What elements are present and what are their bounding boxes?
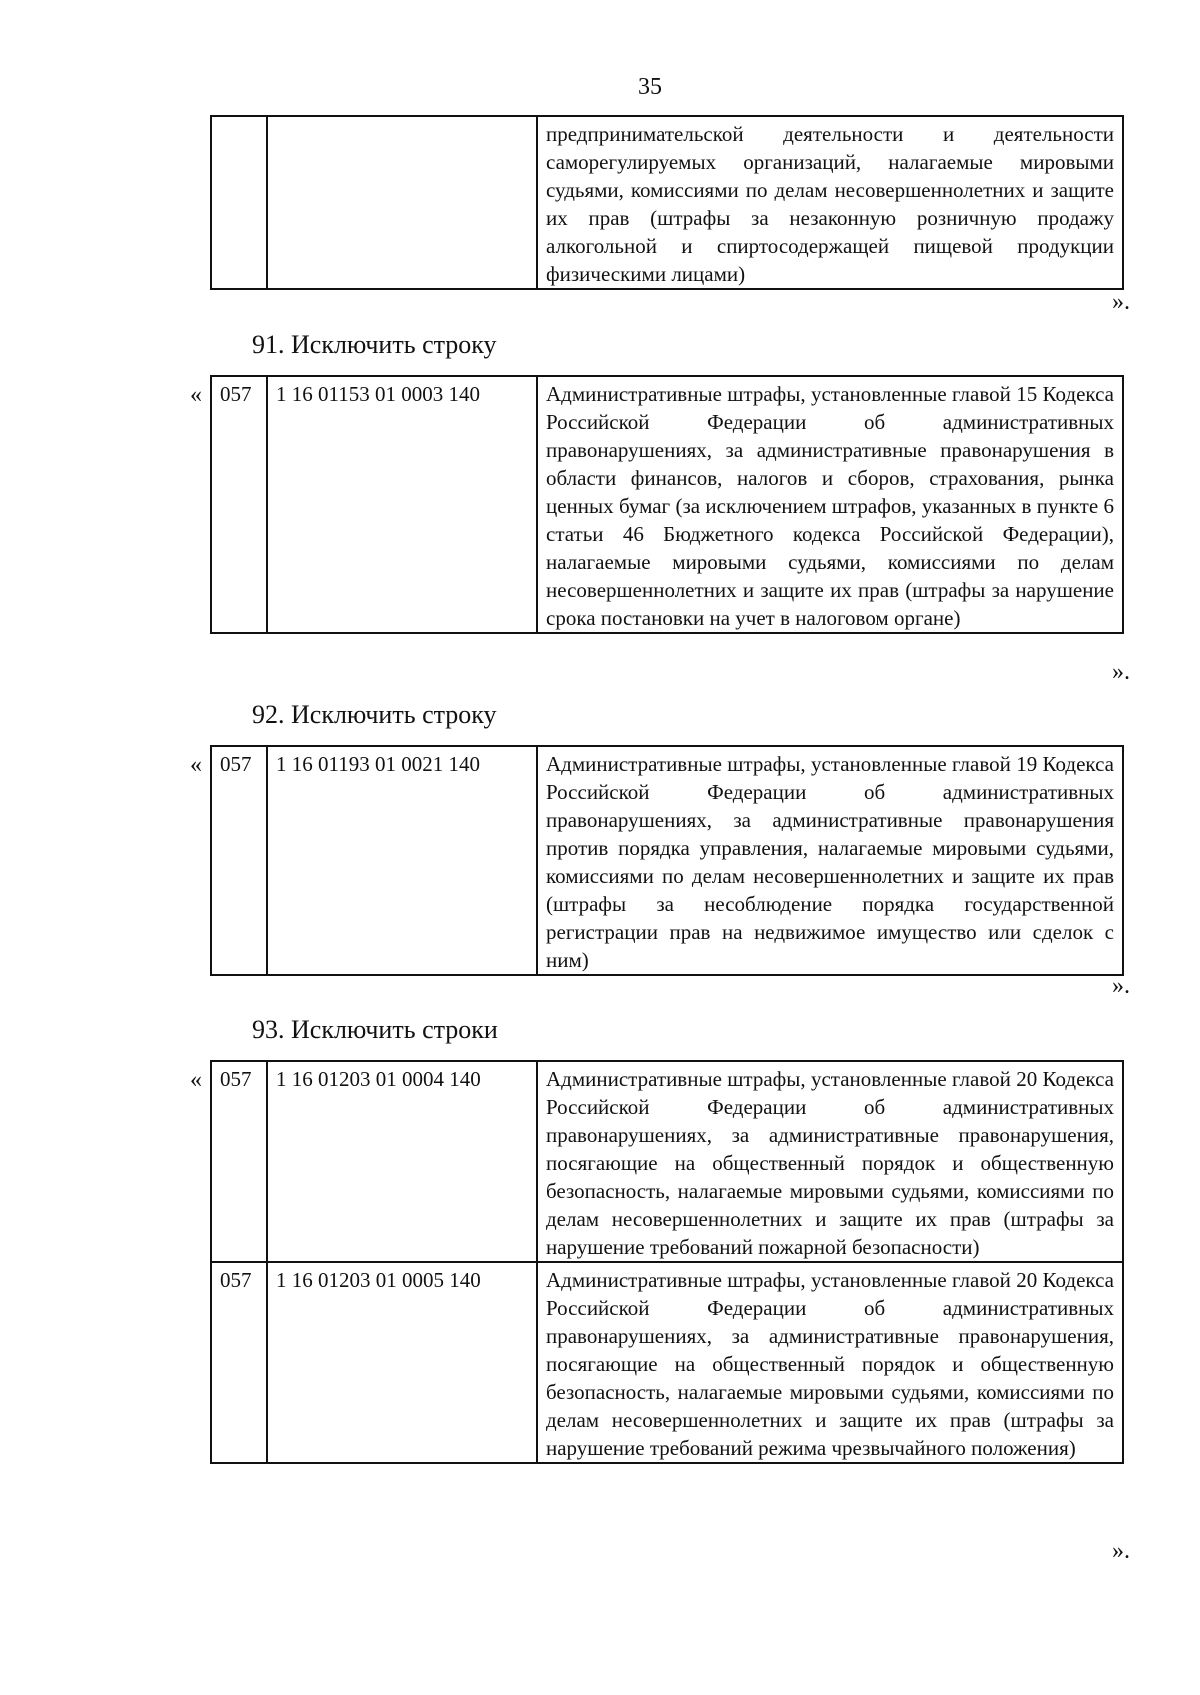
table-row — [211, 746, 1123, 975]
code-cell: 057 — [211, 1262, 267, 1463]
section-91-table-block — [210, 375, 1124, 634]
continuation-table-block — [210, 115, 1124, 290]
description-cell: предпринимательской деятельности и деятельности саморегулируемых организаций, налагаемые мировыми судьями, комиссиями по делам несовершеннолетних и защите их прав (штрафы за незаконную розничную продажу алкогольной и спиртосодержащей пищевой продукции физическими лицами) — [537, 116, 1123, 289]
closing-quote: ». — [1112, 659, 1130, 685]
kbk-cell — [267, 116, 537, 289]
continuation-table — [210, 115, 1124, 290]
table-row — [211, 376, 1123, 633]
code-cell: 057 — [211, 1061, 267, 1262]
table-row — [211, 1061, 1123, 1262]
page-number: 35 — [638, 74, 662, 100]
code-cell: 057 — [211, 746, 267, 975]
section-heading-92: 92. Исключить строку — [252, 700, 497, 729]
code-cell — [211, 116, 267, 289]
code-cell: 057 — [211, 376, 267, 633]
table-row — [211, 116, 1123, 289]
section-93-table — [210, 1060, 1124, 1464]
kbk-cell: 1 16 01203 01 0005 140 — [267, 1262, 537, 1463]
section-93-table-block — [210, 1060, 1124, 1464]
section-heading-93: 93. Исключить строки — [252, 1015, 498, 1044]
description-cell: Административные штрафы, установленные главой 20 Кодекса Российской Федерации об административных правонарушениях, за административные правонарушения, посягающие на общественный порядок и общественную безопасность, налагаемые мировыми судьями, комиссиями по делам несовершеннолетних и защите их прав (штрафы за нарушение требований режима чрезвычайного положения) — [537, 1262, 1123, 1463]
description-cell: Административные штрафы, установленные главой 20 Кодекса Российской Федерации об административных правонарушениях, за административные правонарушения, посягающие на общественный порядок и общественную безопасность, налагаемые мировыми судьями, комиссиями по делам несовершеннолетних и защите их прав (штрафы за нарушение требований пожарной безопасности) — [537, 1061, 1123, 1262]
opening-quote: « — [190, 382, 202, 408]
table-row — [211, 1262, 1123, 1463]
description-cell: Административные штрафы, установленные главой 19 Кодекса Российской Федерации об административных правонарушениях, за административные правонарушения против порядка управления, налагаемые мировыми судьями, комиссиями по делам несовершеннолетних и защите их прав (штрафы за несоблюдение порядка государственной регистрации прав на недвижимое имущество или сделок с ним) — [537, 746, 1123, 975]
closing-quote: ». — [1112, 289, 1130, 315]
section-92-table-block — [210, 745, 1124, 976]
opening-quote: « — [190, 752, 202, 778]
kbk-cell: 1 16 01203 01 0004 140 — [267, 1061, 537, 1262]
closing-quote: ». — [1112, 1538, 1130, 1564]
kbk-cell: 1 16 01153 01 0003 140 — [267, 376, 537, 633]
kbk-cell: 1 16 01193 01 0021 140 — [267, 746, 537, 975]
description-cell: Административные штрафы, установленные главой 15 Кодекса Российской Федерации об административных правонарушениях, за административные правонарушения в области финансов, налогов и сборов, страхования, рынка ценных бумаг (за исключением штрафов, указанных в пункте 6 статьи 46 Бюджетного кодекса Российской Федерации), налагаемые мировыми судьями, комиссиями по делам несовершеннолетних и защите их прав (штрафы за нарушение срока постановки на учет в налоговом органе) — [537, 376, 1123, 633]
opening-quote: « — [190, 1067, 202, 1093]
closing-quote: ». — [1112, 973, 1130, 999]
section-92-table — [210, 745, 1124, 976]
section-heading-91: 91. Исключить строку — [252, 330, 497, 359]
section-91-table — [210, 375, 1124, 634]
